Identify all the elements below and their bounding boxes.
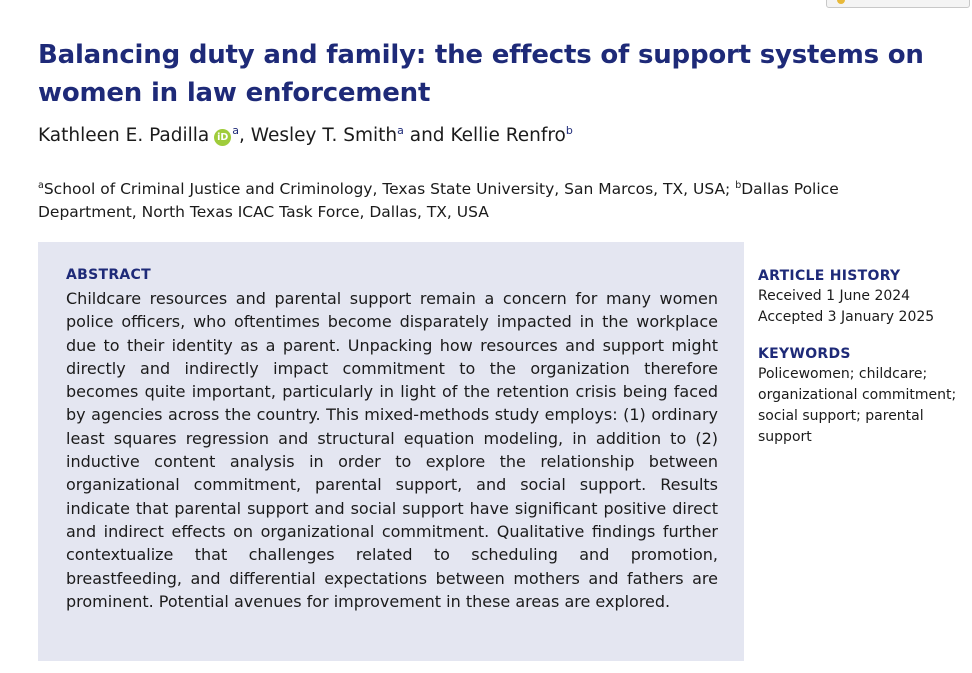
keywords-heading: KEYWORDS <box>758 346 851 362</box>
abstract-heading: ABSTRACT <box>66 267 151 283</box>
author-name[interactable]: Wesley T. Smith <box>250 125 398 146</box>
accepted-date: Accepted 3 January 2025 <box>758 309 935 325</box>
article-title: Balancing duty and family: the effects of support systems on women in law enforcement <box>38 40 924 108</box>
affiliation-mark[interactable]: a <box>232 124 239 137</box>
affiliation-text: Dallas Police Department, North Texas ICAC Task Force, Dallas, TX, USA <box>38 180 839 221</box>
received-date: Received 1 June 2024 <box>758 288 911 304</box>
author-separator: and <box>403 125 451 146</box>
author-name[interactable]: Kathleen E. Padilla <box>38 125 210 146</box>
affiliation-mark[interactable]: a <box>397 124 404 137</box>
affiliation-mark: b <box>735 180 742 191</box>
orcid-icon[interactable]: iD <box>214 129 231 146</box>
author-name[interactable]: Kellie Renfro <box>450 125 566 146</box>
author-separator: , <box>239 125 251 146</box>
affiliation-mark[interactable]: b <box>565 124 573 137</box>
article-sidebar <box>758 267 972 448</box>
article-history-heading: ARTICLE HISTORY <box>758 268 901 284</box>
affiliation-mark: a <box>38 180 44 191</box>
affiliations <box>38 174 918 224</box>
status-dot-icon <box>837 0 845 4</box>
abstract-text: Childcare resources and parental support remain a concern for many women police officers, who oftentimes become disparately impacted in the workplace due to their identity as a parent. Unpacking how resources and support might directly and indirectly impact commitment to the organization therefore becomes quite important, particularly in light of the retention crisis being faced by agencies across the country. This mixed-methods study employs: (1) ordinary least squares regression and structural equation modeling, in addition to (2) inductive content analysis in order to explore the relationship between organizational commitment, parental support, and social support. Results indicate that parental support and social support have significant positive direct and indirect effects on organizational commitment. Qualitative findings further contextualize that challenges related to scheduling and promotion, breastfeeding, and differential expectations between mothers and fathers are prominent. Potential avenues for improvement in these areas are explored. <box>66 289 718 611</box>
author-list <box>38 124 573 146</box>
affiliation-text: School of Criminal Justice and Criminology, Texas State University, San Marcos, TX, USA; <box>43 180 736 198</box>
toolbar-widget[interactable] <box>826 0 970 8</box>
keywords-text: Policewomen; childcare; organizational commitment; social support; parental support <box>758 366 957 445</box>
abstract-box <box>38 242 744 661</box>
